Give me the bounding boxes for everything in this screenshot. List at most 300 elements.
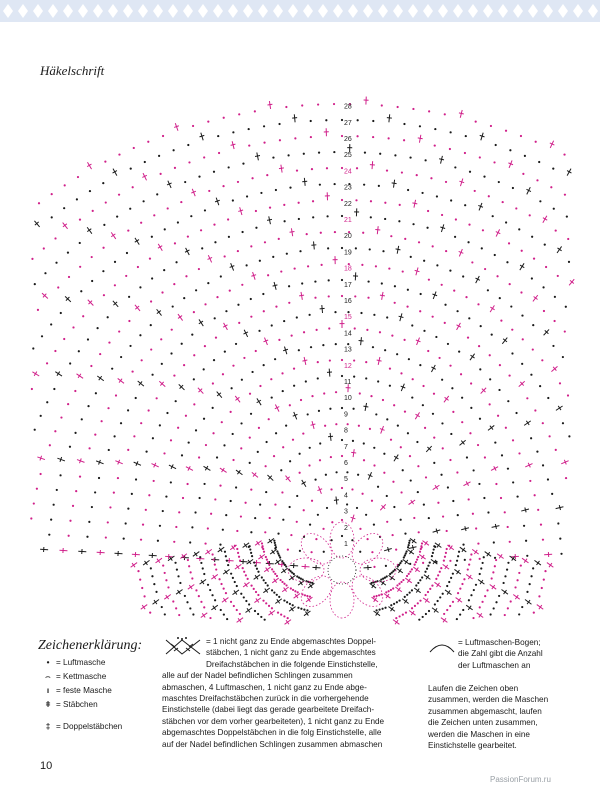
round-number-label: 26 <box>344 136 352 143</box>
chain-dot <box>270 378 272 380</box>
chain-dot <box>264 531 266 533</box>
diamond-icon <box>93 4 103 18</box>
chain-dot <box>264 241 266 243</box>
stitch-bar <box>409 550 412 554</box>
chain-dot <box>89 190 91 192</box>
chain-dot <box>268 418 270 420</box>
chain-dot <box>396 584 398 586</box>
chain-dot <box>326 167 328 169</box>
chain-dot <box>516 579 518 581</box>
chain-dot <box>214 563 216 565</box>
chain-dot <box>57 286 59 288</box>
chain-dot <box>456 471 458 473</box>
chain-dot <box>341 279 343 281</box>
chain-dot <box>361 493 363 495</box>
chain-dot <box>273 540 275 542</box>
chain-dot <box>429 588 431 590</box>
chain-dot <box>420 548 422 550</box>
chain-dot <box>319 442 321 444</box>
chain-dot <box>543 579 545 581</box>
chain-dot <box>171 329 173 331</box>
stitch-bar <box>225 570 228 574</box>
chain-dot <box>261 576 263 578</box>
chain-dot <box>533 258 535 260</box>
stitch-bar <box>527 600 530 604</box>
chain-dot <box>274 503 276 505</box>
chain-dot <box>91 506 93 508</box>
chain-dot <box>518 613 520 615</box>
chain-dot <box>355 247 357 249</box>
chain-dot <box>422 616 424 618</box>
chain-dot <box>402 579 404 581</box>
diamond-icon <box>243 4 253 18</box>
chain-dot <box>509 149 511 151</box>
chain-dot <box>273 571 275 573</box>
chain-dot <box>559 538 561 540</box>
chain-dot <box>299 453 301 455</box>
chain-dot <box>103 294 105 296</box>
chain-dot <box>105 201 107 203</box>
chain-dot <box>463 578 465 580</box>
chain-dot <box>545 266 547 268</box>
stitch-bar <box>470 355 474 358</box>
stitch-bar <box>499 554 502 558</box>
stitch-bar <box>492 585 495 589</box>
chain-dot <box>165 579 167 581</box>
chain-dot <box>341 487 343 489</box>
chain-dot <box>521 314 523 316</box>
chain-dot <box>356 135 358 137</box>
chain-dot <box>294 137 296 139</box>
chain-dot <box>450 433 452 435</box>
stitch-bar <box>245 583 248 587</box>
chain-dot <box>263 364 265 366</box>
chain-dot <box>341 135 343 137</box>
chain-dot <box>275 306 277 308</box>
chain-dot <box>461 397 463 399</box>
chain-dot <box>419 310 421 312</box>
stitch-bar <box>525 507 526 512</box>
chain-dot <box>447 486 449 488</box>
diamond-icon <box>588 4 598 18</box>
chain-dot <box>283 583 285 585</box>
chain-dot <box>414 605 416 607</box>
chain-dot <box>41 335 43 337</box>
stitch-bar <box>277 599 280 603</box>
chain-dot <box>108 341 110 343</box>
chain-dot <box>449 459 451 461</box>
chain-dot <box>223 587 225 589</box>
chain-dot <box>404 238 406 240</box>
chain-dot <box>278 339 280 341</box>
chain-dot <box>137 266 139 268</box>
chain-dot <box>40 415 42 417</box>
round-number-label: 2 <box>344 524 348 532</box>
chain-dot <box>400 372 402 374</box>
stitch-bar <box>391 607 394 611</box>
chain-dot <box>318 152 320 154</box>
chain-dot <box>333 151 335 153</box>
chain-dot <box>404 596 406 598</box>
chain-dot <box>487 289 489 291</box>
chain-dot <box>152 437 154 439</box>
chain-dot <box>329 359 331 361</box>
chain-dot <box>174 167 176 169</box>
chain-dot <box>518 572 520 574</box>
chain-dot <box>238 113 240 115</box>
chain-dot <box>416 441 418 443</box>
chain-dot <box>535 141 537 143</box>
chain-dot <box>108 449 110 451</box>
chain-dot <box>203 606 205 608</box>
chain-dot <box>53 388 55 390</box>
stitch-bar <box>267 104 272 105</box>
stitch-bar <box>255 156 260 157</box>
chain-dot <box>193 403 195 405</box>
diamond-icon <box>483 4 493 18</box>
chain-dot <box>190 215 192 217</box>
chain-dot <box>437 600 439 602</box>
chain-dot <box>382 250 384 252</box>
chain-dot <box>381 104 383 106</box>
chain-dot <box>125 275 127 277</box>
stitch-bar <box>468 606 471 610</box>
chain-dot <box>172 600 174 602</box>
chain-dot <box>512 187 514 189</box>
chain-dot <box>428 110 430 112</box>
chain-dot <box>377 380 379 382</box>
cluster-stitch-icon <box>162 636 204 658</box>
chain-dot <box>303 509 305 511</box>
stitch-bar <box>490 307 494 310</box>
chain-dot <box>404 533 406 535</box>
chain-dot <box>188 565 190 567</box>
chain-dot <box>482 229 484 231</box>
chain-dot <box>150 324 152 326</box>
chain-dot <box>214 498 216 500</box>
stitch-bar <box>351 517 356 518</box>
chain-dot <box>547 478 549 480</box>
chain-dot <box>434 144 436 146</box>
chain-dot <box>229 290 231 292</box>
chain-dot <box>95 392 97 394</box>
chain-dot <box>396 353 398 355</box>
chain-dot <box>288 285 290 287</box>
chain-dot <box>240 593 242 595</box>
chain-dot <box>60 312 62 314</box>
chain-dot <box>266 558 268 560</box>
chain-dot <box>417 491 419 493</box>
stitch-bar <box>445 565 448 569</box>
stitch-bar <box>257 541 260 545</box>
chain-dot <box>240 515 242 517</box>
round-number-label: 22 <box>344 200 352 208</box>
chain-dot <box>398 599 400 601</box>
chain-dot <box>86 536 88 538</box>
chain-dot <box>69 446 71 448</box>
chain-dot <box>250 245 252 247</box>
chain-dot <box>293 385 295 387</box>
chain-dot <box>315 538 317 540</box>
chain-dot <box>510 600 512 602</box>
chain-dot <box>236 530 238 532</box>
chain-dot <box>426 568 428 570</box>
chain-dot <box>160 173 162 175</box>
stitch-bar <box>425 541 428 545</box>
chain-dot <box>80 290 82 292</box>
chain-dot <box>529 214 531 216</box>
chain-dot <box>179 582 181 584</box>
chain-dot <box>113 435 115 437</box>
chain-dot <box>494 557 496 559</box>
chain-dot <box>33 502 35 504</box>
chain-dot <box>226 560 228 562</box>
chain-dot <box>164 572 166 574</box>
chain-dot <box>402 614 404 616</box>
chain-dot <box>398 220 400 222</box>
chain-dot <box>50 323 52 325</box>
chain-dot <box>287 617 289 619</box>
chain-arc-explanation: = Luftmaschen-Bogen; die Zahl gibt die Anzahl der Luftmaschen an <box>458 638 543 670</box>
chain-dot <box>289 506 291 508</box>
stitch-bar <box>549 563 552 567</box>
chain-dot <box>232 131 234 133</box>
chain-dot <box>216 456 218 458</box>
chain-dot <box>361 264 363 266</box>
chain-dot <box>241 379 243 381</box>
chain-dot <box>225 310 227 312</box>
chain-dot <box>50 519 52 521</box>
chain-dot <box>217 135 219 137</box>
chain-dot <box>129 345 131 347</box>
chain-dot <box>54 350 56 352</box>
chain-dot <box>214 241 216 243</box>
chain-dot <box>292 604 294 606</box>
chain-dot <box>389 573 391 575</box>
chain-dot <box>468 317 470 319</box>
chain-dot <box>175 607 177 609</box>
chain-dot <box>109 506 111 508</box>
chain-dot <box>357 474 359 476</box>
round-number-label: 4 <box>344 492 348 500</box>
chain-dot <box>537 509 539 511</box>
stitch-bar <box>434 608 437 612</box>
chain-dot <box>515 207 517 209</box>
chain-dot <box>222 373 224 375</box>
round-number-label: 21 <box>344 217 352 224</box>
chain-dot <box>434 603 436 605</box>
stitch-bar <box>465 526 466 531</box>
chain-dot <box>163 452 165 454</box>
chain-dot <box>373 314 375 316</box>
chain-dot <box>300 608 302 610</box>
chain-dot <box>442 593 444 595</box>
chain-dot <box>492 215 494 217</box>
chain-dot <box>281 491 283 493</box>
stitch-bar <box>270 611 273 615</box>
chain-dot <box>317 377 319 379</box>
chain-dot <box>467 337 469 339</box>
chain-dot <box>512 481 514 483</box>
chain-dot <box>107 316 109 318</box>
chain-dot <box>407 546 409 548</box>
chain-dot <box>477 542 479 544</box>
stitch-bar <box>435 485 438 489</box>
chain-dot <box>184 595 186 597</box>
chain-dot <box>452 500 454 502</box>
stitch-bar <box>394 456 398 459</box>
chain-dot <box>416 174 418 176</box>
chain-dot <box>299 472 301 474</box>
chain-dot <box>255 227 257 229</box>
chain-dot <box>298 349 300 351</box>
chain-dot <box>177 575 179 577</box>
diamond-icon <box>423 4 433 18</box>
diamond-icon <box>543 4 553 18</box>
chain-dot <box>260 616 262 618</box>
chain-dot <box>392 534 394 536</box>
chain-dot <box>306 609 308 611</box>
stitch-bar <box>377 360 382 361</box>
chain-dot <box>149 612 151 614</box>
chain-dot <box>538 595 540 597</box>
chain-dot <box>397 565 399 567</box>
legend-item-treble: ‡ = Doppelstäbchen <box>40 720 122 734</box>
chain-dot <box>319 459 321 461</box>
chain-dot <box>314 297 316 299</box>
chain-dot <box>307 413 309 415</box>
chain-dot <box>230 601 232 603</box>
chain-dot <box>269 207 271 209</box>
chain-dot <box>507 607 509 609</box>
chain-dot <box>72 326 74 328</box>
chain-dot <box>450 131 452 133</box>
stitch-bar <box>222 468 225 472</box>
chain-dot <box>245 600 247 602</box>
chain-dot <box>120 356 122 358</box>
chain-dot <box>141 359 143 361</box>
chain-dot <box>212 407 214 409</box>
chain-dot <box>287 154 289 156</box>
chain-dot <box>51 216 53 218</box>
chain-dot <box>189 607 191 609</box>
chain-dot <box>479 606 481 608</box>
chain-dot <box>268 564 270 566</box>
chain-dot <box>481 247 483 249</box>
center-ring <box>328 556 356 584</box>
chain-dot <box>282 390 284 392</box>
chain-dot <box>433 548 435 550</box>
chain-dot <box>435 336 437 338</box>
chain-dot <box>498 181 500 183</box>
chain-dot <box>77 176 79 178</box>
chain-dot <box>326 507 328 509</box>
chain-dot <box>468 498 470 500</box>
chain-dot <box>68 276 70 278</box>
chain-dot <box>278 238 280 240</box>
diamond-icon <box>153 4 163 18</box>
chain-dot <box>393 506 395 508</box>
chain-dot <box>208 190 210 192</box>
legend-item-double: ǂ = Stäbchen <box>40 698 122 712</box>
diamond-icon <box>438 4 448 18</box>
chain-dot <box>325 119 327 121</box>
chain-dot <box>167 586 169 588</box>
stitch-bar <box>328 436 333 437</box>
diamond-icon <box>363 4 373 18</box>
chain-dot <box>159 525 161 527</box>
chain-dot <box>140 222 142 224</box>
chain-dot <box>419 600 421 602</box>
chain-dot <box>404 411 406 413</box>
chain-dot <box>408 573 410 575</box>
chain-dot <box>92 210 94 212</box>
chain-dot <box>257 613 259 615</box>
chain-dot <box>46 401 48 403</box>
chain-dot <box>397 106 399 108</box>
chain-dot <box>150 300 152 302</box>
single-crochet-icon: ı <box>46 686 50 695</box>
chain-dot <box>400 519 402 521</box>
chain-dot <box>388 590 390 592</box>
chain-dot <box>406 550 408 552</box>
chain-dot <box>523 525 525 527</box>
diamond-icon <box>288 4 298 18</box>
chain-dot <box>373 596 375 598</box>
chain-dot <box>193 311 195 313</box>
chain-dot <box>341 247 343 249</box>
chain-dot <box>494 565 496 567</box>
chain-dot <box>214 599 216 601</box>
chain-dot <box>191 334 193 336</box>
chain-dot <box>296 169 298 171</box>
stitch-bar <box>411 611 414 615</box>
chain-dot <box>232 365 234 367</box>
chain-dot <box>421 576 423 578</box>
stitch-bar <box>480 135 485 136</box>
chain-dot <box>358 425 360 427</box>
chain-dot <box>496 275 498 277</box>
stitch-bar <box>236 565 239 569</box>
chain-dot <box>542 286 544 288</box>
chain-dot <box>306 595 308 597</box>
diamond-icon <box>138 4 148 18</box>
chain-dot <box>469 432 471 434</box>
chain-dot <box>329 408 331 410</box>
chain-dot <box>129 208 131 210</box>
chain-dot <box>408 358 410 360</box>
chain-dot <box>413 517 415 519</box>
chain-dot <box>538 161 540 163</box>
chain-dot <box>365 514 367 516</box>
chain-dot <box>151 236 153 238</box>
chain-dot <box>414 564 416 566</box>
chain-dot <box>263 125 265 127</box>
stitch-bar <box>189 585 192 589</box>
chain-dot <box>541 587 543 589</box>
diamond-icon <box>198 4 208 18</box>
chain-dot <box>277 533 279 535</box>
chain-dot <box>162 510 164 512</box>
chain-dot <box>279 556 281 558</box>
chain-dot <box>68 535 70 537</box>
chain-dot <box>128 296 130 298</box>
chain-dot <box>400 491 402 493</box>
chain-dot <box>149 258 151 260</box>
chain-dot <box>341 199 343 201</box>
chain-dot <box>440 567 442 569</box>
chain-dot <box>444 322 446 324</box>
